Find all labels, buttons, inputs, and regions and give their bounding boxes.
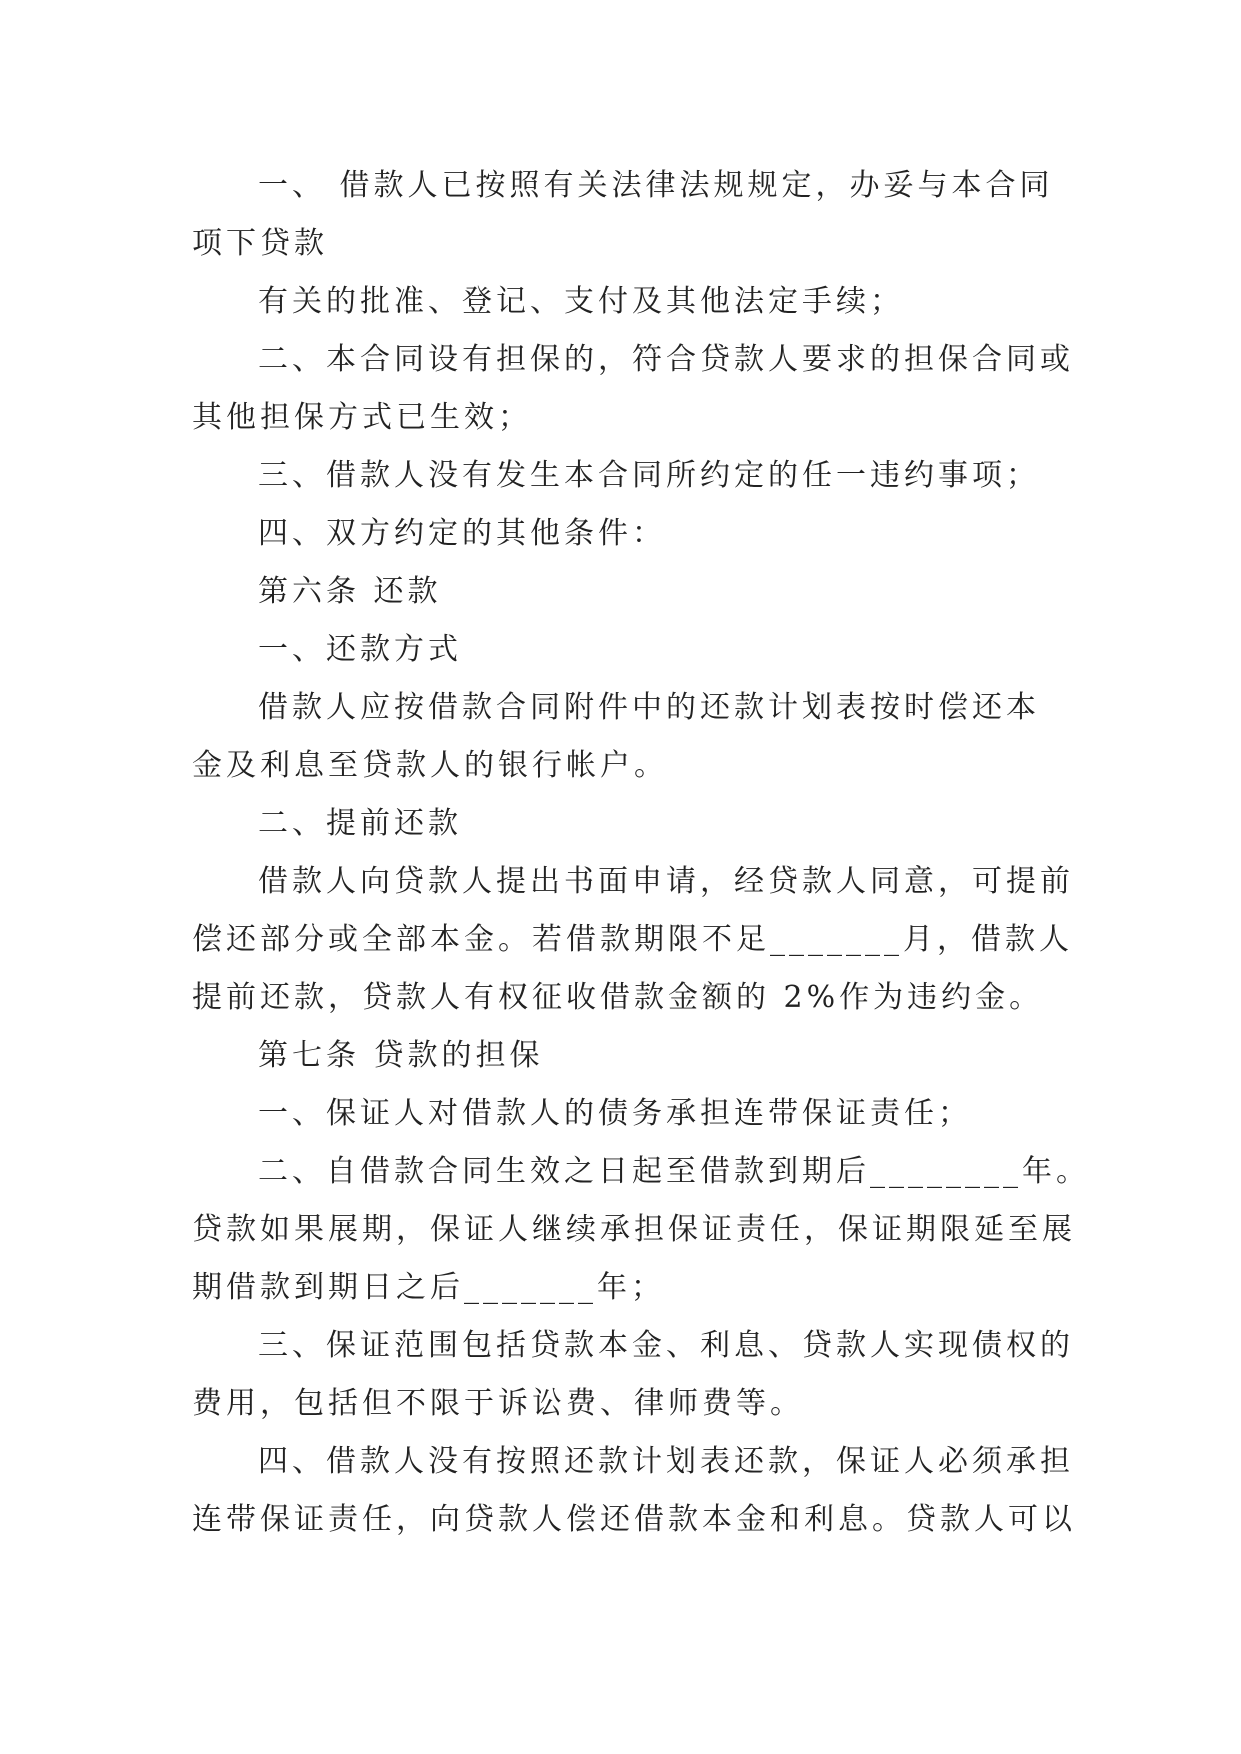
paragraph-line: 金及利息至贷款人的银行帐户。: [192, 748, 668, 783]
paragraph-line: 四、双方约定的其他条件：: [258, 516, 666, 551]
paragraph-line: 一、保证人对借款人的债务承担连带保证责任；: [258, 1096, 972, 1131]
paragraph-line: 提前还款，贷款人有权征收借款金额的 2%作为违约金。: [192, 980, 1044, 1015]
section-heading: 第六条 还款: [258, 574, 442, 609]
paragraph-line: 借款人向贷款人提出书面申请，经贷款人同意，可提前: [258, 864, 1074, 899]
paragraph-line: 费用，包括但不限于诉讼费、律师费等。: [192, 1386, 804, 1421]
paragraph-line: 偿还部分或全部本金。若借款期限不足_______月，借款人: [192, 922, 1073, 957]
paragraph-line: 三、借款人没有发生本合同所约定的任一违约事项；: [258, 458, 1040, 493]
paragraph-line: 期借款到期日之后_______年；: [192, 1270, 665, 1305]
paragraph-line: 贷款如果展期，保证人继续承担保证责任，保证期限延至展: [192, 1212, 1076, 1247]
paragraph-line: 二、本合同设有担保的，符合贷款人要求的担保合同或: [258, 342, 1074, 377]
paragraph-line: 二、提前还款: [258, 806, 462, 841]
paragraph-line: 连带保证责任，向贷款人偿还借款本金和利息。贷款人可以: [192, 1502, 1076, 1537]
paragraph-line: 有关的批准、登记、支付及其他法定手续；: [258, 284, 904, 319]
paragraph-line: 二、自借款合同生效之日起至借款到期后________年。: [258, 1154, 1090, 1189]
paragraph-line: 四、借款人没有按照还款计划表还款，保证人必须承担: [258, 1444, 1074, 1479]
paragraph-line: 借款人应按借款合同附件中的还款计划表按时偿还本: [258, 690, 1040, 725]
paragraph-line: 其他担保方式已生效；: [192, 400, 532, 435]
paragraph-line: 项下贷款: [192, 226, 328, 261]
paragraph-line: 一、还款方式: [258, 632, 462, 667]
paragraph-line: 一、 借款人已按照有关法律法规规定，办妥与本合同: [258, 168, 1054, 203]
paragraph-line: 三、保证范围包括贷款本金、利息、贷款人实现债权的: [258, 1328, 1074, 1363]
section-heading: 第七条 贷款的担保: [258, 1038, 544, 1073]
